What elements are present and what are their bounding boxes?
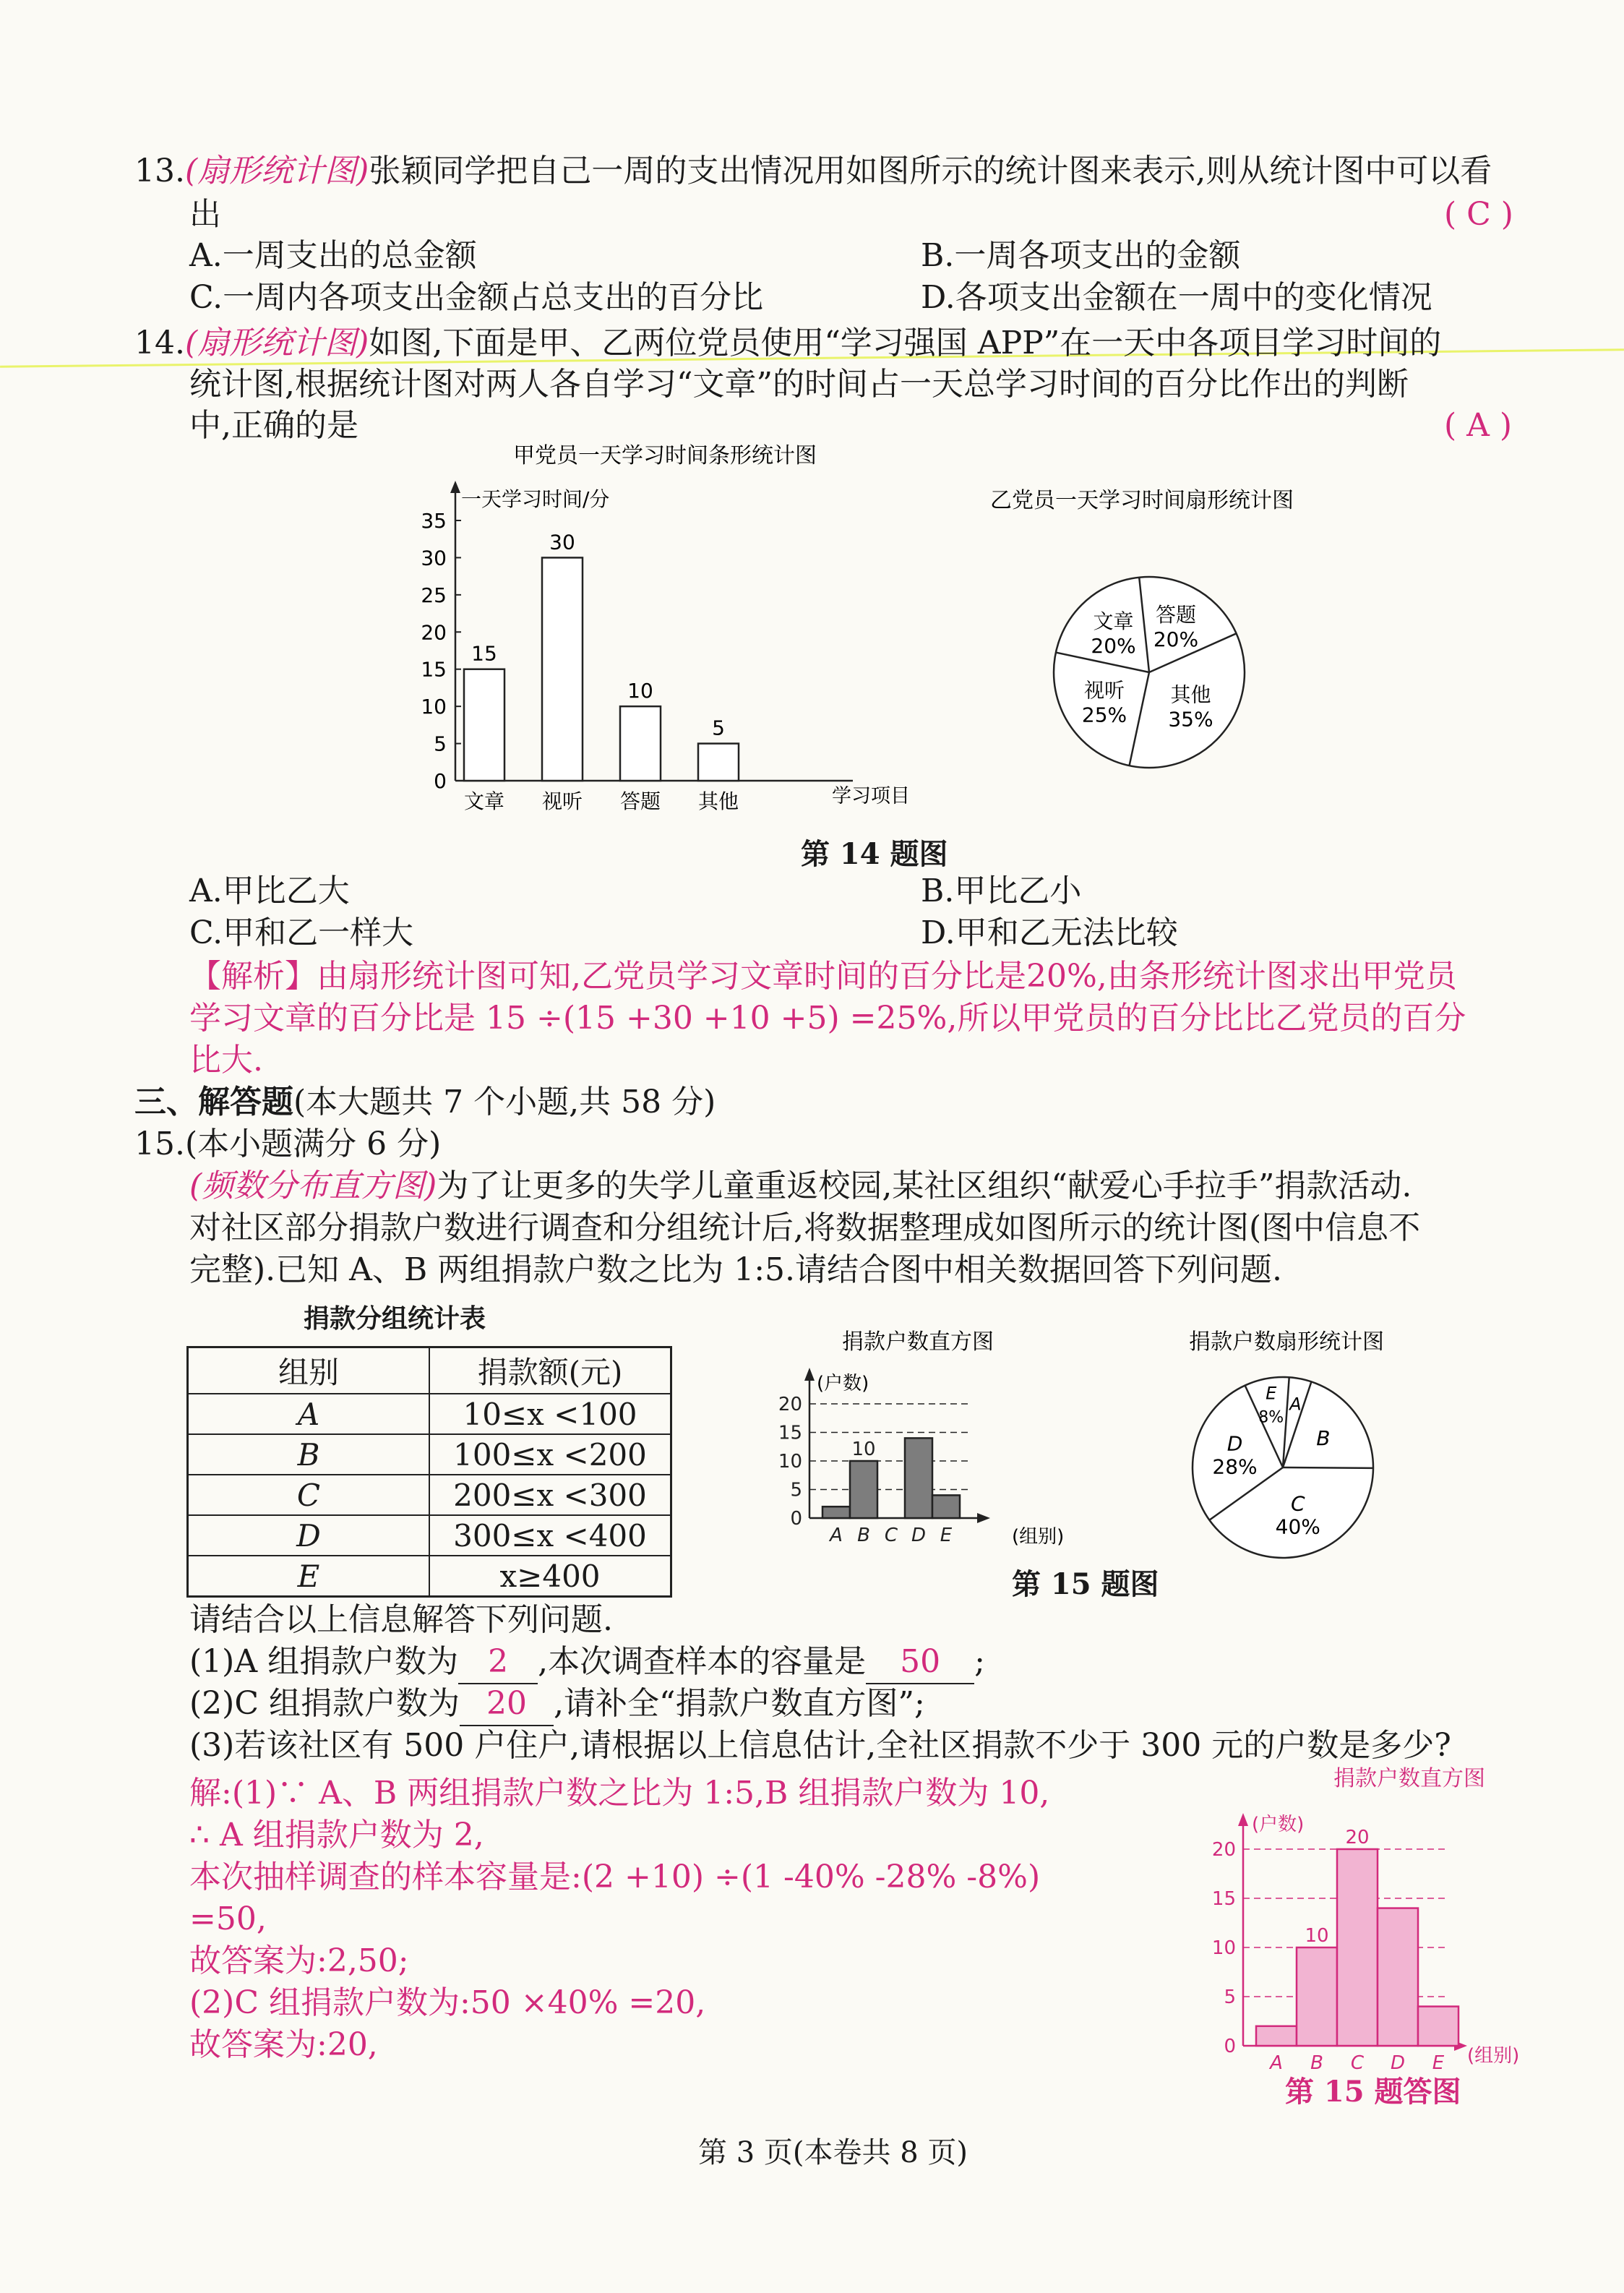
chart1-xlabel: 学习项目 — [832, 785, 910, 807]
chart4-slice-pct: 8% — [1258, 1408, 1284, 1427]
chart5-y-tick-label: 10 — [1211, 1937, 1236, 1959]
chart3-x-tick-label: A — [830, 1525, 843, 1546]
q15-answer-figure-caption: 第 15 题答图 — [1285, 2075, 1461, 2109]
chart5-bar-label: 10 — [1305, 1925, 1329, 1947]
chart4-title: 捐款户数扇形统计图 — [1189, 1329, 1384, 1355]
chart2-slice-pct: 20% — [1091, 634, 1136, 659]
chart3-bar — [850, 1461, 877, 1518]
chart5-y-tick-label: 0 — [1224, 2036, 1236, 2057]
chart5-ylabel: (户数) — [1252, 1814, 1305, 1835]
q15-figure-caption: 第 15 题图 — [1012, 1567, 1159, 1601]
q13-option-d: D.各项支出金额在一周中的变化情况 — [921, 279, 1432, 316]
chart3-y-arrow — [804, 1368, 815, 1381]
chart1-y-arrow — [450, 481, 460, 493]
table-row: C 200≤x <300 — [188, 1475, 671, 1515]
q15-solution-line2: ∴ A 组捐款户数为 2, — [189, 1817, 484, 1853]
q14-pie-chart — [932, 477, 1366, 810]
chart3-bar — [822, 1506, 850, 1518]
chart3-x-tick-label: E — [940, 1525, 953, 1546]
chart1-bar — [542, 557, 583, 781]
chart5-bar-label: 20 — [1345, 1827, 1370, 1848]
chart4-slice-pct: 28% — [1212, 1454, 1258, 1479]
q15-prompt: 请结合以上信息解答下列问题. — [189, 1601, 613, 1638]
q14-analysis-line2: 学习文章的百分比是 15 ÷(15 +30 +10 +5) =25%,所以甲党员的百分比比乙党员的百分 — [189, 1000, 1466, 1037]
chart1-ylabel: 一天学习时间/分 — [461, 487, 610, 511]
chart4-slice-label: A — [1289, 1394, 1302, 1415]
q15-score: (本小题满分 6 分) — [184, 1126, 442, 1162]
chart3-y-tick-label: 10 — [778, 1451, 802, 1473]
q13-option-a: A.一周支出的总金额 — [189, 237, 477, 274]
q15-answer-histogram — [1200, 1764, 1547, 2075]
q15-header — [134, 1123, 441, 1165]
chart5-bar — [1256, 2026, 1297, 2046]
q14-option-d: D.甲和乙无法比较 — [921, 914, 1178, 951]
chart3-y-tick-label: 5 — [790, 1479, 802, 1501]
table-row: D 300≤x <400 — [188, 1515, 671, 1556]
chart5-xlabel: (组别) — [1467, 2045, 1520, 2067]
section3-title: 三、解答题 — [134, 1084, 293, 1120]
q14-bar-chart — [405, 441, 911, 831]
chart2-slice-label: 答题 — [1155, 602, 1196, 627]
q15-pie-chart — [1127, 1323, 1445, 1569]
chart5-x-tick-label: B — [1310, 2052, 1323, 2074]
q14-analysis-line1: 【解析】由扇形统计图可知,乙党员学习文章时间的百分比是20%,由条形统计图求出甲党员 — [189, 958, 1457, 995]
chart2-title: 乙党员一天学习时间扇形统计图 — [990, 488, 1294, 513]
table-row: B 100≤x <200 — [188, 1434, 671, 1475]
chart3-x-tick-label: C — [884, 1525, 898, 1546]
q15-solution-line7: 故答案为:20, — [189, 2026, 378, 2063]
chart1-x-tick-label: 其他 — [697, 789, 739, 813]
chart4-slice-label: C — [1291, 1491, 1305, 1516]
table-row: E x≥400 — [188, 1556, 671, 1597]
chart3-y-tick-label: 0 — [790, 1508, 802, 1530]
chart1-bar — [464, 669, 504, 781]
q15-solution-line1: 解:(1)∵ A、B 两组捐款户数之比为 1:5,B 组捐款户数为 10, — [189, 1775, 1050, 1812]
chart2-slice-label: 其他 — [1170, 682, 1211, 707]
chart4-slice-label: B — [1316, 1426, 1331, 1450]
q14-number: 14. — [134, 325, 185, 361]
q14-stem-line2: 统计图,根据统计图对两人各自学习“文章”的时间占一天总学习时间的百分比作出的判断 — [189, 366, 1409, 403]
table-header-amount: 捐款额(元) — [429, 1347, 671, 1394]
chart1-y-tick-label: 20 — [421, 620, 447, 645]
q13-option-b: B.一周各项支出的金额 — [921, 237, 1241, 274]
chart2-slice-label: 文章 — [1093, 609, 1134, 634]
chart2-slice-pct: 20% — [1153, 627, 1199, 651]
chart1-x-tick-label: 视听 — [541, 789, 583, 813]
q15-group-table — [186, 1346, 672, 1598]
chart1-y-tick-label: 0 — [434, 769, 447, 793]
chart3-bar-label: 10 — [851, 1439, 876, 1460]
q13-tag: (扇形统计图) — [184, 153, 369, 189]
q15-solution-line3: 本次抽样调查的样本容量是:(2 +10) ÷(1 -40% -28% -8%) — [189, 1859, 1041, 1895]
q15-stem-line3: 完整).已知 A、B 两组捐款户数之比为 1:5.请结合图中相关数据回答下列问题. — [189, 1251, 1283, 1288]
q15-part2-blank[interactable]: 20 — [460, 1683, 554, 1726]
q15-tag: (频数分布直方图) — [189, 1167, 437, 1204]
chart5-y-arrow — [1238, 1813, 1248, 1826]
chart3-title: 捐款户数直方图 — [842, 1329, 994, 1355]
chart4-slice-label: D — [1226, 1431, 1243, 1456]
q15-solution-line4: =50, — [189, 1900, 267, 1937]
chart5-y-tick-label: 15 — [1211, 1888, 1236, 1910]
chart1-bar — [698, 744, 739, 781]
q13-stem: 张颖同学把自己一周的支出情况用如图所示的统计图来表示,则从统计图中可以看 — [369, 153, 1492, 189]
chart5-x-tick-label: E — [1432, 2052, 1445, 2074]
chart4-slice-pct: 40% — [1275, 1514, 1320, 1539]
chart3-xlabel: (组别) — [1012, 1526, 1065, 1548]
chart5-y-tick-label: 20 — [1211, 1839, 1236, 1861]
q14-option-a: A.甲比乙大 — [189, 873, 350, 909]
chart3-y-tick-label: 15 — [778, 1422, 802, 1444]
q15-part1: (1)A 组捐款户数为 2 ,本次调查样本的容量是 50 ; — [189, 1641, 985, 1684]
chart1-bar-label: 10 — [627, 679, 653, 703]
chart3-x-arrow — [977, 1513, 990, 1523]
chart2-slice-pct: 35% — [1168, 707, 1213, 732]
q15-number: 15. — [134, 1126, 185, 1162]
page-footer: 第 3 页(本卷共 8 页) — [698, 2136, 968, 2169]
q14-stem-line3: 中,正确的是 — [189, 407, 358, 444]
chart5-x-tick-label: C — [1350, 2052, 1365, 2074]
q13-answer: ( C ) — [1444, 196, 1513, 233]
q15-part1-blank1[interactable]: 2 — [458, 1641, 538, 1684]
chart1-y-tick-label: 25 — [421, 583, 447, 607]
section3-note: (本大题共 7 个小题,共 58 分) — [293, 1084, 716, 1120]
chart3-bar — [932, 1495, 960, 1518]
q15-stem-line1: (频数分布直方图)为了让更多的失学儿童重返校园,某社区组织“献爱心手拉手”捐款活动. — [189, 1167, 1412, 1204]
chart1-x-tick-label: 文章 — [463, 789, 505, 813]
q15-part3: (3)若该社区有 500 户住户,请根据以上信息估计,全社区捐款不少于 300 元的户数是多少? — [189, 1727, 1451, 1764]
q15-histogram — [766, 1323, 1077, 1554]
chart5-bar — [1418, 2007, 1458, 2046]
chart1-y-tick-label: 10 — [421, 695, 447, 719]
chart2-slice-pct: 25% — [1081, 703, 1127, 727]
chart1-bar — [620, 706, 661, 781]
q15-table-title: 捐款分组统计表 — [304, 1304, 486, 1334]
q14-option-c: C.甲和乙一样大 — [189, 914, 414, 951]
chart4-slice-label: E — [1266, 1383, 1277, 1404]
q15-solution-line6: (2)C 组捐款户数为:50 ×40% =20, — [189, 1984, 706, 2021]
chart1-bar-label: 15 — [471, 641, 497, 666]
chart5-bar — [1297, 1947, 1337, 2046]
q13-number: 13. — [134, 153, 185, 189]
q13-stem-line2: 出 — [189, 196, 221, 233]
chart3-x-tick-label: B — [857, 1525, 870, 1546]
chart5-bar — [1337, 1849, 1378, 2046]
q13-line1 — [134, 150, 1492, 192]
table-header-group: 组别 — [188, 1347, 430, 1394]
chart5-bar — [1378, 1908, 1418, 2046]
chart1-y-tick-label: 5 — [434, 732, 447, 756]
q14-tag: (扇形统计图) — [184, 325, 369, 361]
chart1-bar-label: 5 — [712, 716, 725, 740]
chart1-bar-label: 30 — [549, 530, 575, 554]
q14-answer: ( A ) — [1444, 407, 1513, 444]
chart2-slice-label: 视听 — [1083, 678, 1125, 703]
table-header-row — [188, 1347, 671, 1394]
chart5-y-tick-label: 5 — [1224, 1986, 1236, 2008]
q14-figure-caption: 第 14 题图 — [801, 837, 948, 871]
q15-part2: (2)C 组捐款户数为 20 ,请补全“捐款户数直方图”; — [189, 1683, 925, 1726]
q14-stem: 如图,下面是甲、乙两位党员使用“学习强国 APP”在一天中各项目学习时间的 — [369, 325, 1442, 361]
chart1-title: 甲党员一天学习时间条形统计图 — [513, 443, 817, 468]
chart5-title: 捐款户数直方图 — [1333, 1766, 1485, 1791]
chart5-x-tick-label: D — [1390, 2052, 1406, 2074]
chart3-x-tick-label: D — [911, 1525, 927, 1546]
chart5-x-tick-label: A — [1270, 2052, 1283, 2074]
chart1-x-tick-label: 答题 — [619, 789, 661, 813]
chart3-ylabel: (户数) — [817, 1373, 869, 1394]
q15-solution-line5: 故答案为:2,50; — [189, 1942, 409, 1979]
chart1-y-tick-label: 30 — [421, 546, 447, 570]
table-row: A 10≤x <100 — [188, 1394, 671, 1434]
chart3-y-tick-label: 20 — [778, 1394, 802, 1415]
q13-option-c: C.一周内各项支出金额占总支出的百分比 — [189, 279, 764, 316]
chart4-slice-edge — [1283, 1467, 1373, 1468]
q14-line1 — [134, 322, 1441, 364]
chart1-y-tick-label: 35 — [421, 509, 447, 533]
section3-heading — [134, 1081, 716, 1123]
q15-part1-blank2[interactable]: 50 — [866, 1641, 974, 1684]
q15-stem-line2: 对社区部分捐款户数进行调查和分组统计后,将数据整理成如图所示的统计图(图中信息不 — [189, 1209, 1421, 1246]
q14-analysis-line3: 比大. — [189, 1042, 263, 1079]
chart3-bar — [905, 1438, 932, 1518]
chart1-y-tick-label: 15 — [421, 657, 447, 682]
q14-option-b: B.甲比乙小 — [921, 873, 1082, 909]
